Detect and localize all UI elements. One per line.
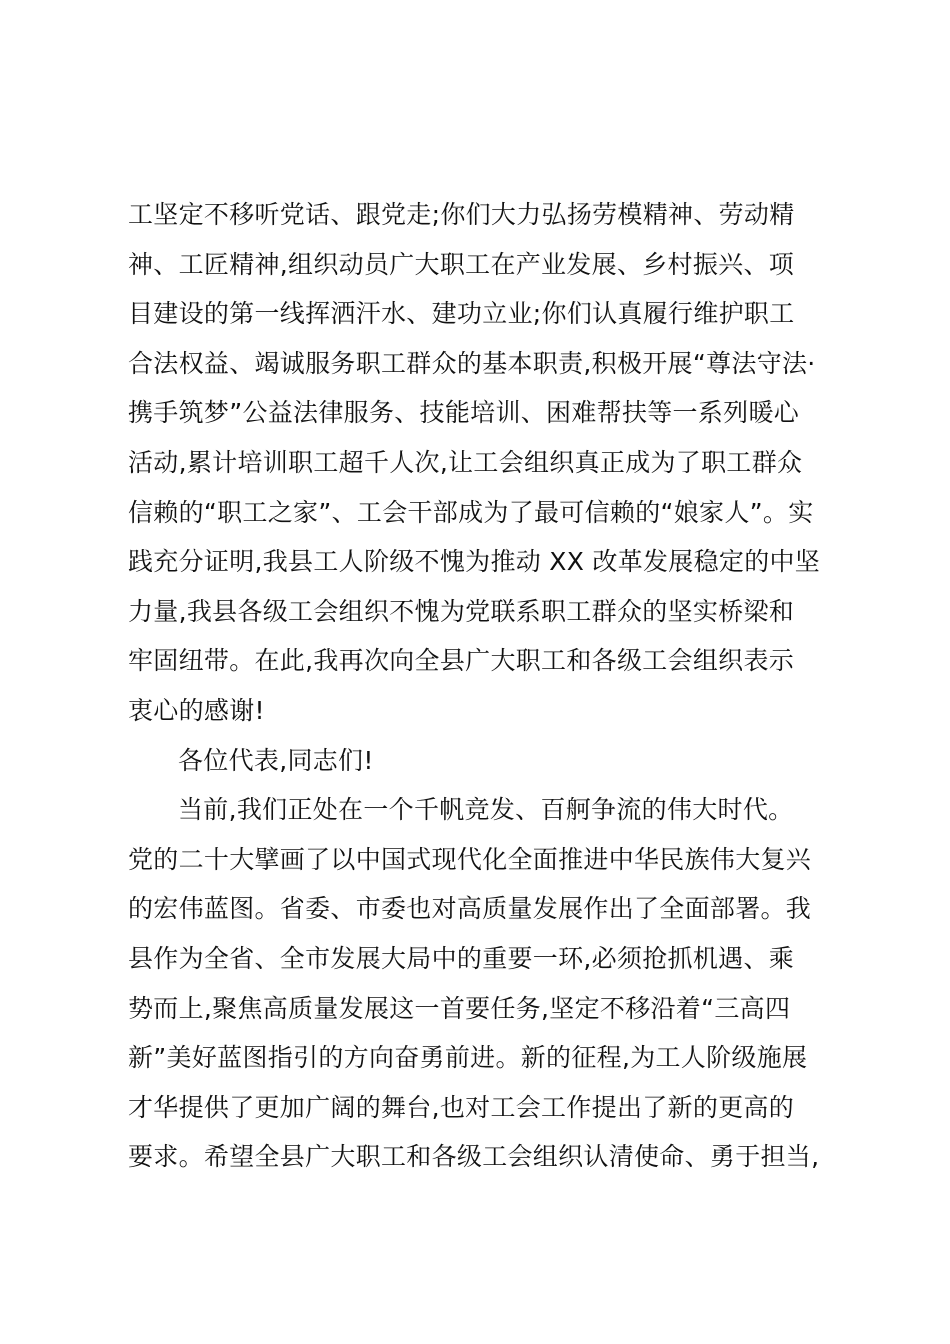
- text-line: 目建设的第一线挥洒汗水、建功立业;你们认真履行维护职工: [128, 299, 795, 329]
- paragraph-first-line: 当前,我们正处在一个千帆竞发、百舸争流的伟大时代。: [178, 795, 794, 825]
- text-line: 党的二十大擘画了以中国式现代化全面推进中华民族伟大复兴: [128, 844, 812, 874]
- text-line: 工坚定不移听党话、跟党走;你们大力弘扬劳模精神、劳动精: [128, 200, 795, 229]
- text-line: 县作为全省、全市发展大局中的重要一环,必须抢抓机遇、乘: [128, 943, 795, 973]
- text-line: 合法权益、竭诚服务职工群众的基本职责,积极开展“尊法守法·: [128, 348, 816, 378]
- text-line: 活动,累计培训职工超千人次,让工会组织真正成为了职工群众: [128, 447, 803, 477]
- text-line: 衷心的感谢!: [128, 695, 265, 725]
- text-line: 势而上,聚焦高质量发展这一首要任务,坚定不移沿着“三高四: [128, 993, 791, 1023]
- text-line: 才华提供了更加广阔的舞台,也对工会工作提出了新的更高的: [128, 1092, 795, 1122]
- text-line: 信赖的“职工之家”、工会干部成为了最可信赖的“娘家人”。实: [128, 497, 814, 527]
- text-line: 神、工匠精神,组织动员广大职工在产业发展、乡村振兴、项: [128, 249, 795, 279]
- text-line: 牢固纽带。在此,我再次向全县广大职工和各级工会组织表示: [128, 646, 795, 676]
- body-text: [128, 190, 828, 1182]
- text-line: 携手筑梦”公益法律服务、技能培训、困难帮扶等一系列暖心: [128, 398, 800, 428]
- text-line: 的宏伟蓝图。省委、市委也对高质量发展作出了全面部署。我: [128, 894, 812, 924]
- text-line: 新”美好蓝图指引的方向奋勇前进。新的征程,为工人阶级施展: [128, 1043, 808, 1073]
- salutation-line: 各位代表,同志们!: [178, 745, 374, 775]
- text-line: 力量,我县各级工会组织不愧为党联系职工群众的坚实桥梁和: [128, 596, 795, 626]
- text-line: 要求。希望全县广大职工和各级工会组织认清使命、勇于担当,: [128, 1142, 820, 1172]
- text-line: 践充分证明,我县工人阶级不愧为推动 XX 改革发展稳定的中坚: [128, 547, 821, 577]
